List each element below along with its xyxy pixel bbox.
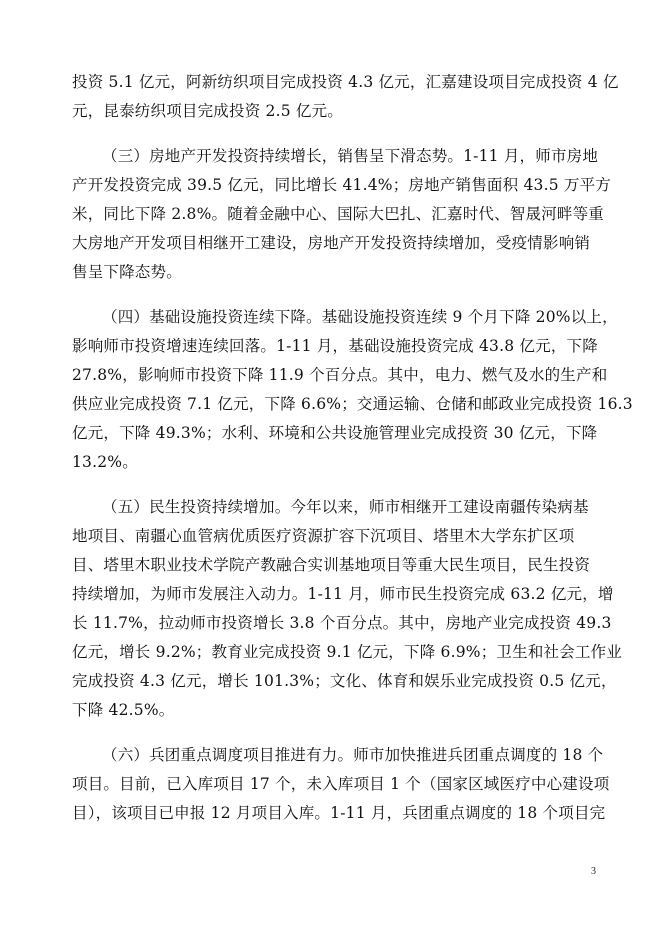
text-line: （四）基础设施投资连续下降。基础设施投资连续 9 个月下降 20%以上， <box>102 308 618 326</box>
text-line: 售呈下降态势。 <box>72 263 182 281</box>
text-line: （三）房地产开发投资持续增长，销售呈下滑态势。1-11 月，师市房地 <box>102 147 599 165</box>
text-line: 目、塔里木职业技术学院产教融合实训基地项目等重大民生项目，民生投资 <box>72 556 591 574</box>
text-line: 投资 5.1 亿元，阿新纺织项目完成投资 4.3 亿元，汇嘉建设项目完成投资 4 亿 <box>72 73 619 91</box>
paragraph-infrastructure <box>72 303 633 477</box>
text-line: 元，昆泰纺织项目完成投资 2.5 亿元。 <box>72 102 344 120</box>
text-line: 亿元，下降 49.3%；水利、环境和公共设施管理业完成投资 30 亿元，下降 <box>72 424 598 442</box>
text-line: 项目。目前，已入库项目 17 个，未入库项目 1 个（国家区域医疗中心建设项 <box>72 775 610 793</box>
text-line: 米，同比下降 2.8%。随着金融中心、国际大巴扎、汇嘉时代、智晟河畔等重 <box>72 205 605 223</box>
text-line: 产开发投资完成 39.5 亿元，同比增长 41.4%；房地产销售面积 43.5 万平方 <box>72 176 611 194</box>
text-line: 地项目、南疆心血管病优质医疗资源扩容下沉项目、塔里木大学东扩区项 <box>72 527 575 545</box>
text-line: 27.8%，影响师市投资下降 11.9 个百分点。其中，电力、燃气及水的生产和 <box>72 366 608 384</box>
page-number: 3 <box>591 866 596 877</box>
text-line: 影响师市投资增速连续回落。1-11 月，基础设施投资完成 43.8 亿元，下降 <box>72 337 598 355</box>
text-line: 亿元，增长 9.2%；教育业完成投资 9.1 亿元，下降 6.9%；卫生和社会工作业 <box>72 643 623 661</box>
paragraph-key-projects <box>72 741 610 828</box>
text-line: 供应业完成投资 7.1 亿元，下降 6.6%；交通运输、仓储和邮政业完成投资 16.3 <box>72 395 633 413</box>
text-line: 长 11.7%，拉动师市投资增长 3.8 个百分点。其中，房地产业完成投资 49.3 <box>72 614 612 632</box>
text-line: 目），该项目已申报 12 月项目入库。1-11 月，兵团重点调度的 18 个项目完 <box>72 804 606 822</box>
text-line: 完成投资 4.3 亿元，增长 101.3%；文化、体育和娱乐业完成投资 0.5 亿元， <box>72 672 617 690</box>
paragraph-livelihood <box>72 493 623 725</box>
paragraph-real-estate <box>72 142 611 287</box>
text-line: （五）民生投资持续增加。今年以来，师市相继开工建设南疆传染病基 <box>102 498 589 516</box>
text-line: （六）兵团重点调度项目推进有力。师市加快推进兵团重点调度的 18 个 <box>102 746 604 764</box>
text-line: 持续增加，为师市发展注入动力。1-11 月，师市民生投资完成 63.2 亿元，增 <box>72 585 614 603</box>
text-line: 大房地产开发项目相继开工建设，房地产开发投资持续增加，受疫情影响销 <box>72 234 591 252</box>
text-line: 13.2%。 <box>72 453 138 471</box>
text-line: 下降 42.5%。 <box>72 701 175 719</box>
paragraph-1 <box>72 68 619 126</box>
body-text <box>72 68 633 828</box>
